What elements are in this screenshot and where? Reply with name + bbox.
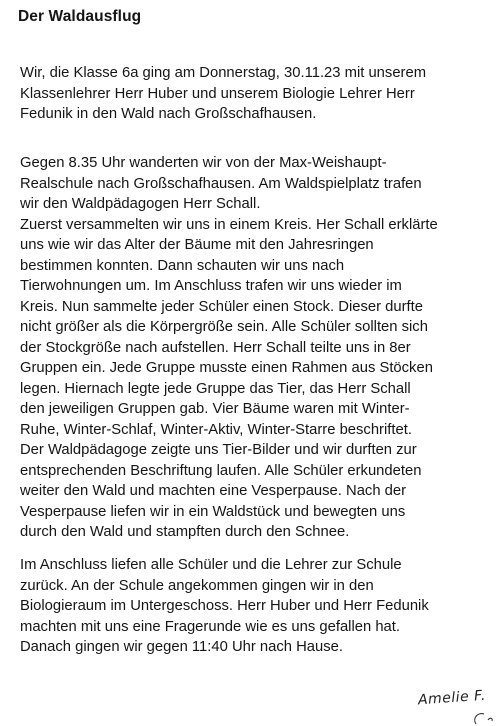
text-line: entsprechenden Beschriftung laufen. Alle Schüler erkundeten <box>20 462 422 479</box>
text-line: wir den Waldpädagogen Herr Schall. <box>20 196 261 212</box>
text-line: Realschule nach Großschafhausen. Am Waldspielplatz trafen <box>20 175 422 192</box>
text-line: bestimmen konnten. Dann schauten wir uns nach <box>20 257 345 274</box>
text-line: machten mit uns eine Fragerunde wie es uns gefallen hat. <box>20 618 401 635</box>
text-line: Zuerst versammelten wir uns in einem Kreis. Her Schall erklärte <box>20 216 438 233</box>
text-line: Danach gingen wir gegen 11:40 Uhr nach Hause. <box>20 639 344 655</box>
text-line: Tierwohnungen um. Im Anschluss trafen wir uns wieder im <box>20 278 402 294</box>
text-line: nicht größer als die Körpergröße sein. Alle Schüler sollten sich <box>20 319 428 335</box>
text-line: weiter den Wald und machten eine Vesperpause. Nach der <box>20 483 407 499</box>
text-line: Biologieraum im Untergeschoss. Herr Huber und Herr Fedunik <box>20 598 429 614</box>
paragraph-closing <box>20 555 490 658</box>
text-line: der Stockgröße nach aufstellen. Herr Schall teilte uns in 8er <box>20 339 411 356</box>
text-line: Vesperpause liefen wir in ein Waldstück und bewegten uns <box>20 503 406 520</box>
text-line: zurück. An der Schule angekommen gingen wir in den <box>20 577 374 594</box>
document-title: Der Waldausflug <box>18 8 142 25</box>
text-line: den jeweiligen Gruppen gab. Vier Bäume waren mit Winter- <box>20 401 410 417</box>
text-line: Fedunik in den Wald nach Großschafhausen. <box>20 106 317 122</box>
text-line: durch den Wald und stampften durch den Schnee. <box>20 524 350 540</box>
text-line: Wir, die Klasse 6a ging am Donnerstag, 30.11.23 mit unserem <box>20 65 427 81</box>
text-line: Im Anschluss liefen alle Schüler und die Lehrer zur Schule <box>20 557 402 573</box>
text-line: Ruhe, Winter-Schlaf, Winter-Aktiv, Winter-Starre beschriftet. <box>20 421 412 438</box>
text-line: Gruppen ein. Jede Gruppe musste einen Rahmen aus Stöcken <box>20 360 433 376</box>
text-line: Kreis. Nun sammelte jeder Schüler einen Stock. Dieser durfte <box>20 298 423 315</box>
text-line: Der Waldpädagoge zeigte uns Tier-Bilder und wir durften zur <box>20 442 417 458</box>
paragraph-intro <box>20 63 490 125</box>
text-line: legen. Hiernach legte jede Gruppe das Tier, das Herr Schall <box>20 380 411 397</box>
text-line: Gegen 8.35 Uhr wanderten wir von der Max-Weishaupt- <box>20 155 387 171</box>
scribble-mark-icon <box>468 708 498 726</box>
handwritten-signature: Amelie F. <box>417 687 487 709</box>
text-line: Klassenlehrer Herr Huber und unserem Biologie Lehrer Herr <box>20 85 415 102</box>
text-line: uns wie wir das Alter der Bäume mit den Jahresringen <box>20 237 374 253</box>
paragraph-main <box>20 153 490 543</box>
